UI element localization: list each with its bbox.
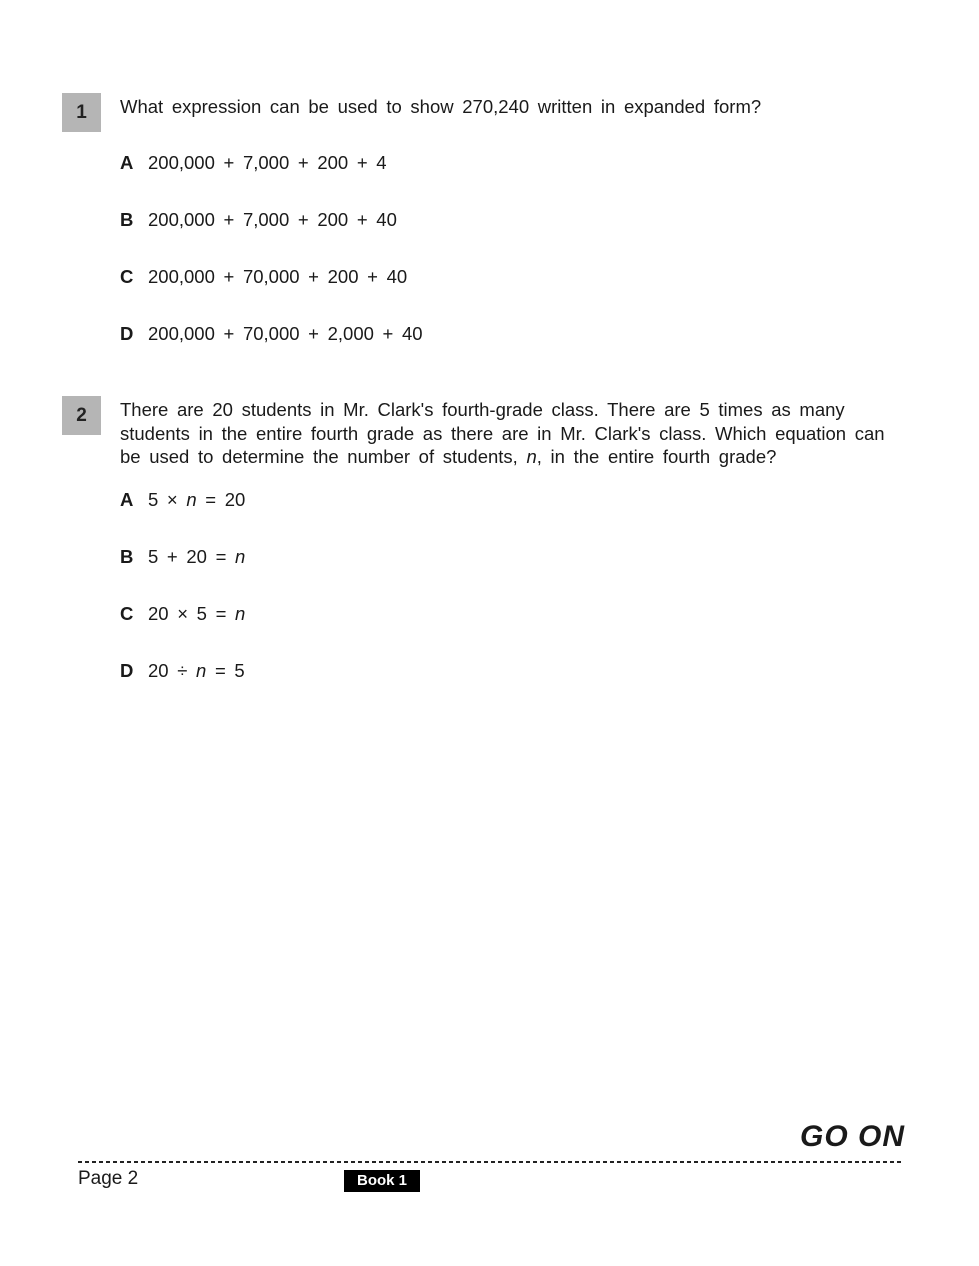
choice-text [148, 660, 245, 681]
question-1-choice-d [120, 322, 888, 345]
equation-post: = 5 [206, 659, 245, 681]
question-1-choice-a [120, 151, 888, 174]
choice-letter: C [120, 265, 134, 287]
equation-post: = 20 [196, 488, 246, 510]
equation-pre: 5 × [148, 488, 187, 510]
variable-n: n [186, 488, 197, 510]
question-1-body [120, 93, 888, 345]
choice-letter: B [120, 208, 134, 230]
choice-letter: A [120, 488, 134, 510]
choice-text [148, 546, 245, 567]
question-1-choice-c [120, 265, 888, 288]
question-1-number-badge: 1 [62, 93, 101, 132]
choice-letter: C [120, 602, 134, 624]
question-2-choices [120, 488, 888, 682]
page-number-label: Page 2 [78, 1168, 139, 1189]
equation-pre: 20 × 5 = [148, 602, 236, 624]
question-2-body [120, 396, 888, 682]
equation-pre: 5 + 20 = [148, 545, 236, 567]
variable-n: n [235, 545, 246, 567]
choice-letter: A [120, 151, 134, 173]
prompt-text-pre: There are 20 students in Mr. Clark's fourth-grade class. There are 5 times as many students in the entire fourth grade as there are in Mr. Clark's class. Which equation can be used to determine the number of students, [120, 399, 885, 467]
prompt-text-post: , in the entire fourth grade? [536, 446, 777, 467]
question-2-choice-a [120, 488, 888, 511]
choice-letter: B [120, 545, 134, 567]
question-1 [62, 93, 905, 379]
choice-text: 200,000 + 70,000 + 200 + 40 [148, 265, 408, 287]
question-2-choice-b [120, 545, 888, 568]
go-on-label: GO ON [799, 1120, 905, 1153]
variable-n: n [235, 602, 246, 624]
question-1-choices [120, 151, 888, 345]
question-2-choice-d [120, 659, 888, 682]
page-divider-dashed-line [78, 1161, 901, 1163]
question-2-choice-c [120, 602, 888, 625]
choice-letter: D [120, 659, 134, 681]
variable-n: n [526, 446, 537, 467]
choice-text [148, 489, 245, 510]
question-1-prompt: What expression can be used to show 270,240 written in expanded form? [120, 96, 762, 117]
equation-pre: 20 ÷ [148, 659, 197, 681]
question-2 [62, 396, 905, 716]
choice-letter: D [120, 322, 134, 344]
variable-n: n [196, 659, 207, 681]
question-2-number-badge: 2 [62, 396, 101, 435]
question-2-prompt [120, 396, 888, 469]
choice-text [148, 603, 245, 624]
question-1-choice-b [120, 208, 888, 231]
choice-text: 200,000 + 7,000 + 200 + 40 [148, 208, 397, 230]
book-badge: Book 1 [344, 1170, 420, 1192]
choice-text: 200,000 + 7,000 + 200 + 4 [148, 151, 387, 173]
choice-text: 200,000 + 70,000 + 2,000 + 40 [148, 322, 423, 344]
